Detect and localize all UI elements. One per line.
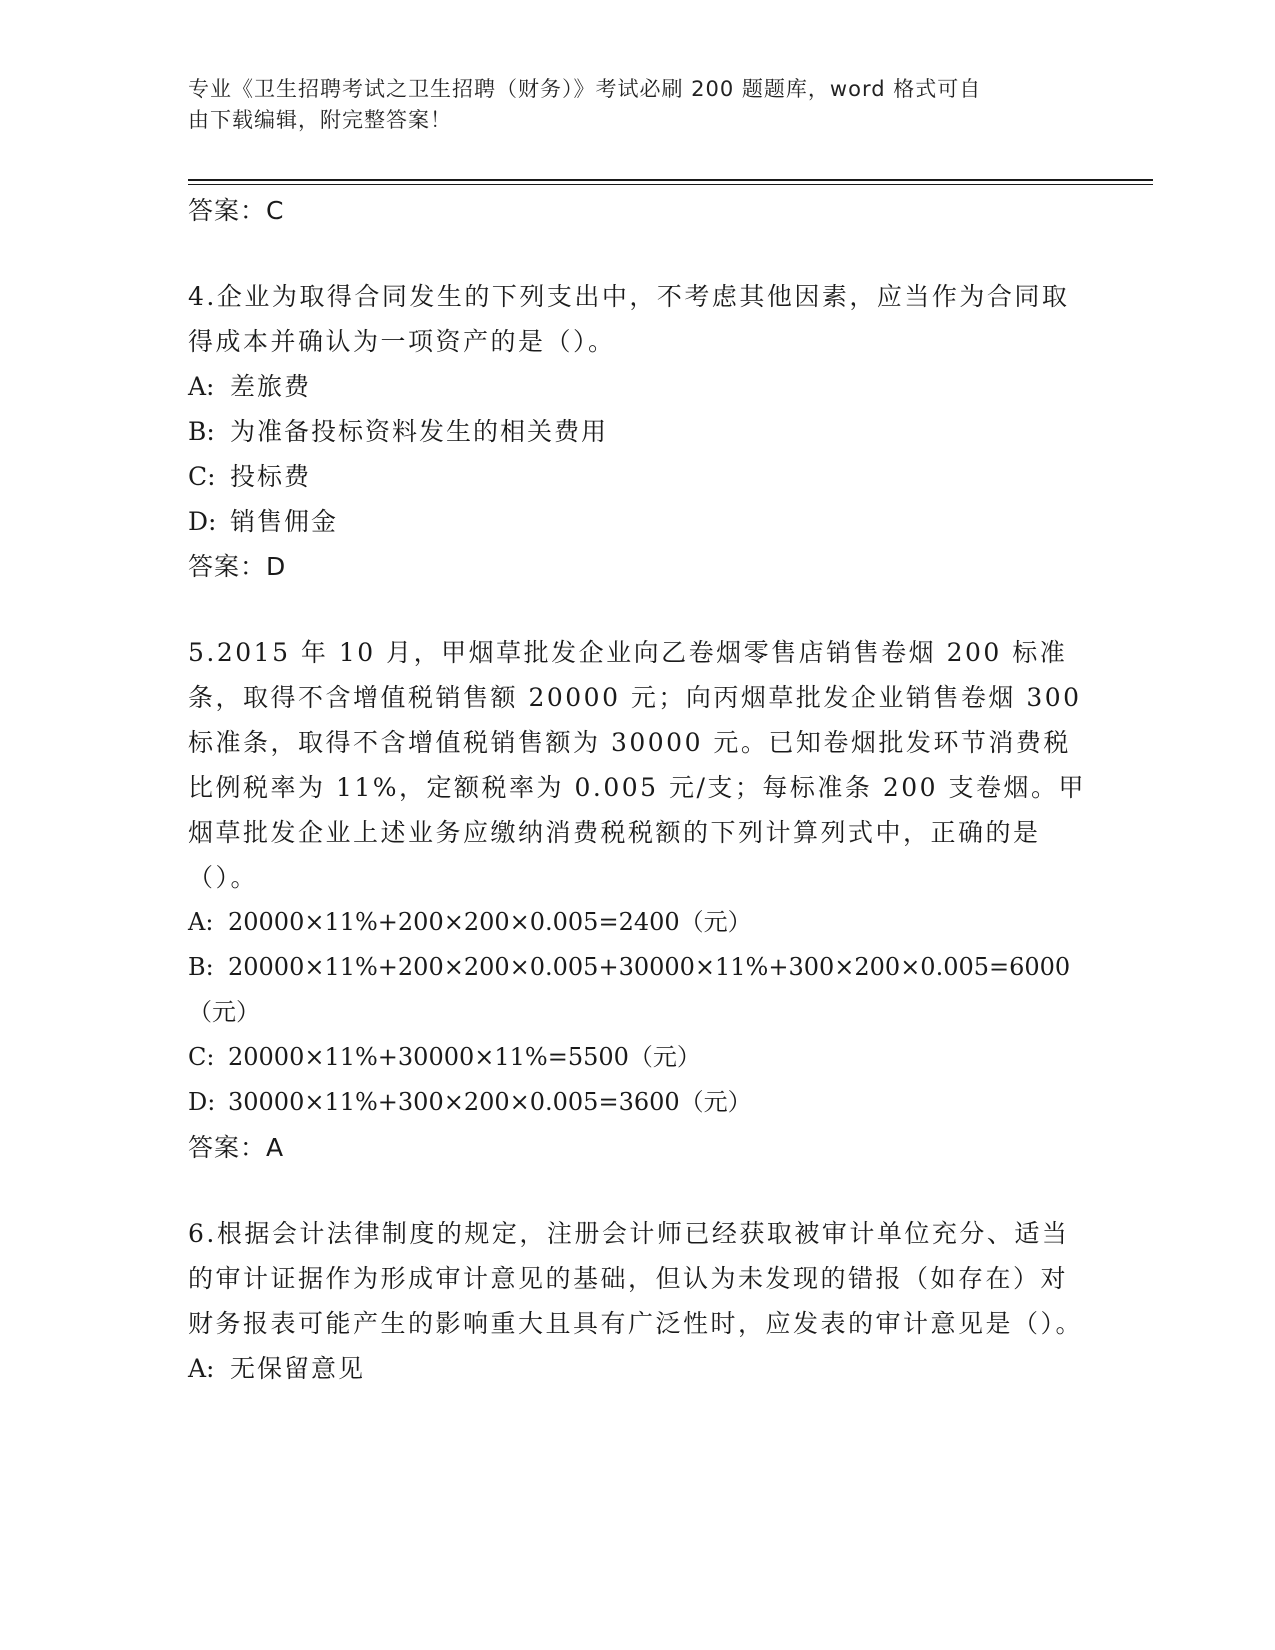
question-6 bbox=[188, 1211, 1088, 1391]
option-a bbox=[188, 1346, 1088, 1391]
question-text: 4.企业为取得合同发生的下列支出中，不考虑其他因素，应当作为合同取得成本并确认为一项资产的是（）。 bbox=[188, 282, 1070, 356]
option-a bbox=[188, 364, 1088, 409]
option-c bbox=[188, 454, 1088, 499]
question-text: 6.根据会计法律制度的规定，注册会计师已经获取被审计单位充分、适当的审计证据作为形成审计意见的基础，但认为未发现的错报（如存在）对财务报表可能产生的影响重大且具有广泛性时，应发表的审计意见是（）。 bbox=[188, 1219, 1084, 1338]
page-header bbox=[188, 74, 1068, 136]
option-key: B: bbox=[188, 953, 214, 981]
previous-answer: 答案：C bbox=[188, 196, 285, 225]
header-rule-thick bbox=[188, 179, 1153, 181]
answer-line: 答案：A bbox=[188, 1133, 285, 1162]
option-text: 20000×11%+200×200×0.005+30000×11%+300×200×0.005=6000（元） bbox=[188, 953, 1071, 1026]
document-body bbox=[188, 188, 1088, 1391]
header-line-1: 专业《卫生招聘考试之卫生招聘（财务）》考试必刷 200 题题库，word 格式可自 bbox=[188, 77, 982, 101]
option-text: 30000×11%+300×200×0.005=3600（元） bbox=[228, 1088, 752, 1116]
option-c bbox=[188, 1035, 1088, 1080]
option-key: D: bbox=[188, 1088, 216, 1116]
option-text: 销售佣金 bbox=[230, 507, 339, 536]
option-key: B: bbox=[188, 417, 215, 446]
option-key: A: bbox=[188, 1354, 215, 1383]
option-key: A: bbox=[188, 372, 215, 401]
option-text: 为准备投标资料发生的相关费用 bbox=[230, 417, 609, 446]
option-text: 20000×11%+200×200×0.005=2400（元） bbox=[228, 908, 752, 936]
option-text: 差旅费 bbox=[230, 372, 312, 401]
option-text: 20000×11%+30000×11%=5500（元） bbox=[228, 1043, 701, 1071]
question-4 bbox=[188, 274, 1088, 590]
answer-line: 答案：D bbox=[188, 552, 287, 581]
option-text: 无保留意见 bbox=[230, 1354, 366, 1383]
option-key: A: bbox=[188, 908, 214, 936]
question-text: 5.2015 年 10 月，甲烟草批发企业向乙卷烟零售店销售卷烟 200 标准条，取得不含增值税销售额 20000 元；向丙烟草批发企业销售卷烟 300 标准条，取得不含增值税销售额为 30000 元。已知卷烟批发环节消费税比例税率为 11%，定额税率为 0.005 元/支；每标准条 200 支卷烟。甲烟草批发企业上述业务应缴纳消费税税额的下列计算列式中，正确的是（）。 bbox=[188, 638, 1087, 892]
option-b bbox=[188, 945, 1088, 1035]
option-text: 投标费 bbox=[230, 462, 312, 491]
option-d bbox=[188, 499, 1088, 544]
option-key: C: bbox=[188, 462, 216, 491]
option-d bbox=[188, 1080, 1088, 1125]
option-b bbox=[188, 409, 1088, 454]
question-5 bbox=[188, 630, 1088, 1171]
option-a bbox=[188, 900, 1088, 945]
header-rule-thin bbox=[188, 184, 1153, 185]
header-line-2: 由下载编辑，附完整答案！ bbox=[188, 108, 452, 132]
option-key: C: bbox=[188, 1043, 215, 1071]
option-key: D: bbox=[188, 507, 217, 536]
